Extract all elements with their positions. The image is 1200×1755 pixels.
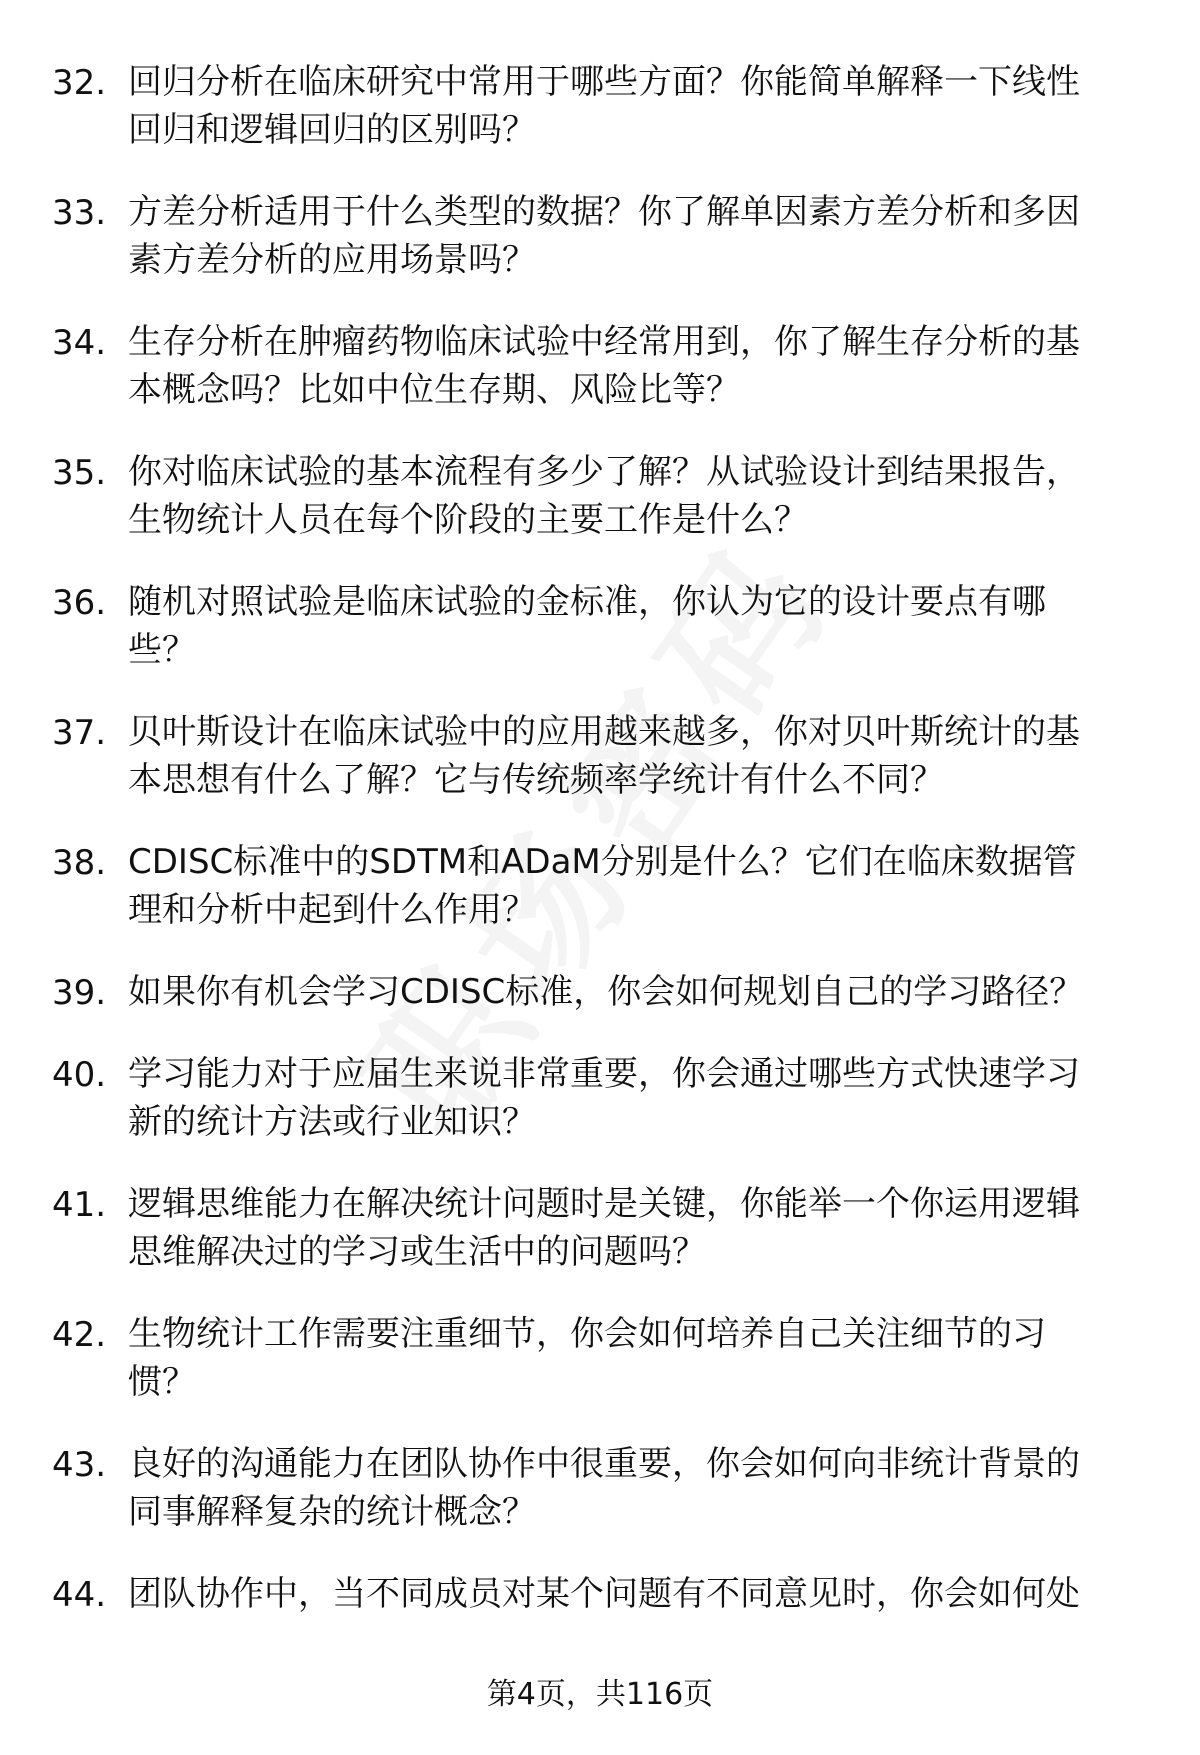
question-text (128, 188, 1148, 284)
question-item (0, 1440, 1200, 1570)
question-text (128, 58, 1148, 154)
question-number: 36. (52, 583, 107, 623)
question-text (128, 578, 1148, 674)
question-number: 32. (52, 63, 107, 103)
question-line: CDISC标准中的SDTM和ADaM分别是什么？它们在临床数据管 (128, 842, 1077, 882)
question-text (128, 318, 1148, 414)
question-text (128, 838, 1148, 934)
question-text (128, 1310, 1148, 1406)
question-text (128, 1180, 1148, 1276)
question-number: 41. (52, 1185, 107, 1225)
question-line: 生物统计人员在每个阶段的主要工作是什么？ (128, 500, 808, 540)
question-line: 新的统计方法或行业知识？ (128, 1102, 536, 1142)
question-item (0, 58, 1200, 188)
question-item (0, 1570, 1200, 1652)
question-line: 生存分析在肿瘤药物临床试验中经常用到，你了解生存分析的基 (128, 322, 1080, 362)
question-list (0, 58, 1200, 1652)
question-item (0, 318, 1200, 448)
question-text (128, 1440, 1148, 1536)
question-item (0, 968, 1200, 1050)
question-line: 回归和逻辑回归的区别吗？ (128, 110, 536, 150)
question-number: 35. (52, 453, 107, 493)
question-item (0, 448, 1200, 578)
question-line: 素方差分析的应用场景吗？ (128, 240, 536, 280)
question-number: 42. (52, 1315, 107, 1355)
question-number: 43. (52, 1445, 107, 1485)
question-item (0, 188, 1200, 318)
question-line: 回归分析在临床研究中常用于哪些方面？你能简单解释一下线性 (128, 62, 1080, 102)
question-line: 贝叶斯设计在临床试验中的应用越来越多，你对贝叶斯统计的基 (128, 712, 1080, 752)
question-number: 34. (52, 323, 107, 363)
question-line: 同事解释复杂的统计概念？ (128, 1492, 536, 1532)
question-item (0, 1180, 1200, 1310)
question-line: 逻辑思维能力在解决统计问题时是关键，你能举一个你运用逻辑 (128, 1184, 1080, 1224)
question-number: 40. (52, 1055, 107, 1095)
question-line: 学习能力对于应届生来说非常重要，你会通过哪些方式快速学习 (128, 1054, 1080, 1094)
question-number: 39. (52, 973, 107, 1013)
question-line: 随机对照试验是临床试验的金标准，你认为它的设计要点有哪 (128, 582, 1046, 622)
question-item (0, 708, 1200, 838)
question-text (128, 448, 1148, 544)
question-line: 理和分析中起到什么作用？ (128, 890, 536, 930)
question-text (128, 1050, 1148, 1146)
question-line: 你对临床试验的基本流程有多少了解？从试验设计到结果报告， (128, 452, 1080, 492)
question-text (128, 708, 1148, 804)
question-number: 38. (52, 843, 107, 883)
question-item (0, 578, 1200, 708)
question-number: 44. (52, 1575, 107, 1615)
question-item (0, 1050, 1200, 1180)
question-line: 本思想有什么了解？它与传统频率学统计有什么不同？ (128, 760, 944, 800)
question-line: 本概念吗？比如中位生存期、风险比等？ (128, 370, 740, 410)
question-line: 生物统计工作需要注重细节，你会如何培养自己关注细节的习 (128, 1314, 1046, 1354)
question-line: 些？ (128, 630, 196, 670)
question-line: 如果你有机会学习CDISC标准，你会如何规划自己的学习路径？ (128, 972, 1084, 1012)
page-number-footer: 第4页，共116页 (486, 1677, 714, 1712)
question-line: 方差分析适用于什么类型的数据？你了解单因素方差分析和多因 (128, 192, 1080, 232)
question-item (0, 838, 1200, 968)
question-line: 良好的沟通能力在团队协作中很重要，你会如何向非统计背景的 (128, 1444, 1080, 1484)
question-text (128, 968, 1148, 1016)
question-line: 思维解决过的学习或生活中的问题吗？ (128, 1232, 706, 1272)
question-line: 团队协作中，当不同成员对某个问题有不同意见时，你会如何处 (128, 1574, 1080, 1614)
question-line: 惯？ (128, 1362, 196, 1402)
question-number: 37. (52, 713, 107, 753)
question-number: 33. (52, 193, 107, 233)
question-item (0, 1310, 1200, 1440)
question-text (128, 1570, 1148, 1618)
